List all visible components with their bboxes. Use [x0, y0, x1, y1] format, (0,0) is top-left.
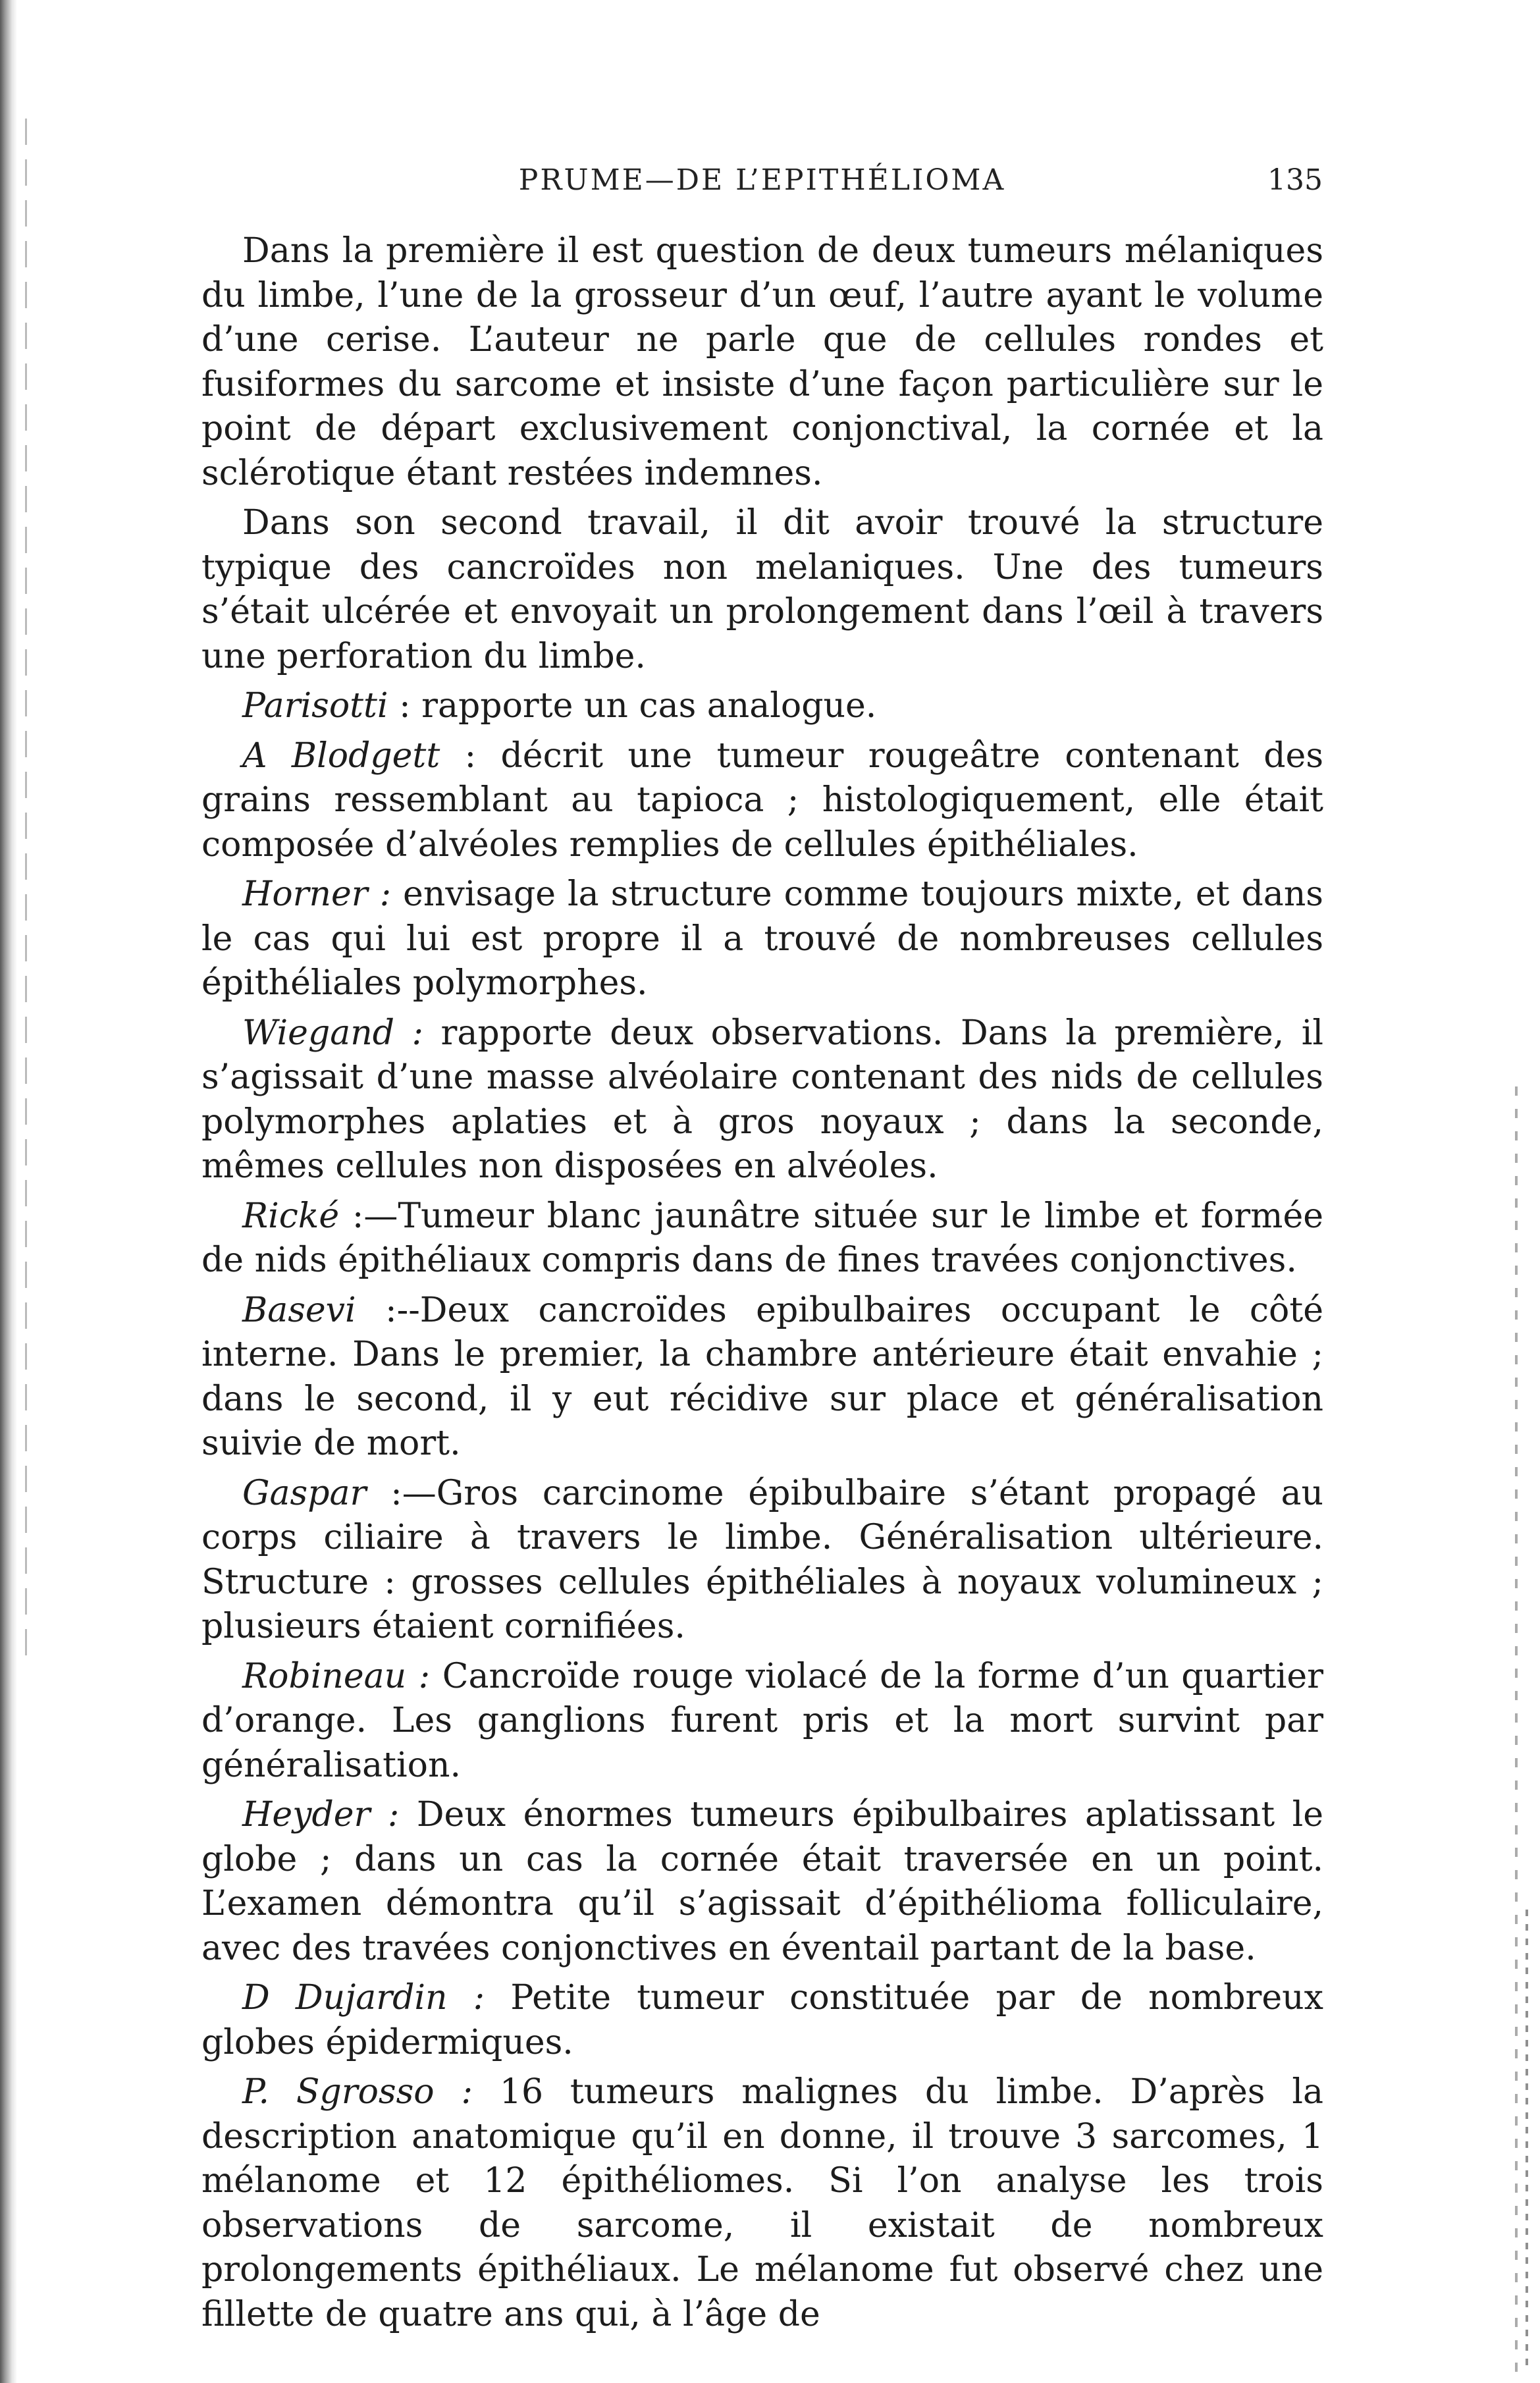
paragraph-text: Petite tumeur constituée par de nombreux globes épidermiques. — [201, 1978, 1323, 2062]
paragraph-text: rapporte deux observations. Dans la première, il s’agissait d’une masse alvéolaire contenant des nids de cellules polymorphes aplaties et à gros noyaux ; dans la seconde, mêmes cellules non disposées en alvéoles. — [201, 1013, 1323, 1186]
author-name: Parisotti — [242, 686, 388, 726]
paragraph-text: :—Tumeur blanc jaunâtre située sur le limbe et formée de nids épithéliaux compris dans de fines travées conjonctives. — [201, 1196, 1323, 1280]
paragraph-text: :—Gros carcinome épibulbaire s’étant propagé au corps ciliaire à travers le limbe. Généralisation ultérieure. Structure : grosses cellules épithéliales à noyaux volumineux ; plusieurs étaient cornifiées. — [201, 1473, 1323, 1646]
scan-right-edge-marks — [1515, 1086, 1518, 2377]
paragraph-text: : décrit une tumeur rougeâtre contenant des grains ressemblant au tapioca ; histologiquement, elle était composée d’alvéoles remplies de cellules épithéliales. — [201, 736, 1324, 865]
paragraph-parisotti — [201, 684, 1323, 729]
paragraph-text: 16 tumeurs malignes du limbe. D’après la description anatomique qu’il en donne, il trouve 3 sarcomes, 1 mélanome et 12 épithéliomes. Si l’on analyse les trois observations de sarcome, il existait de nombreux prolongements épithéliaux. Le mélanome fut observé chez une fillette de quatre ans qui, à l’âge de — [201, 2072, 1323, 2334]
paragraph-intro-second — [201, 501, 1323, 679]
author-name: D Dujardin : — [242, 1978, 485, 2018]
scan-left-binding-marks — [25, 119, 27, 1666]
paragraph-wiegand — [201, 1011, 1323, 1189]
paragraph-text: envisage la structure comme toujours mixte, et dans le cas qui lui est propre il a trouvé de nombreuses cellules épithéliales polymorphes. — [201, 874, 1323, 1003]
paragraph-gaspar — [201, 1472, 1323, 1649]
paragraph-robineau — [201, 1655, 1323, 1788]
body-text — [201, 229, 1323, 2337]
paragraph-horner — [201, 872, 1323, 1006]
scan-left-edge-shadow — [0, 0, 17, 2383]
paragraph-text: : rapporte un cas analogue. — [388, 686, 877, 726]
author-name: Heyder : — [242, 1795, 400, 1834]
paragraph-heyder — [201, 1793, 1323, 1971]
paragraph-text: Dans la première il est question de deux tumeurs mélaniques du limbe, l’une de la grosseur d’un œuf, l’autre ayant le volume d’une cerise. L’auteur ne parle que de cellules rondes et fusiformes du sarcome et insiste d’une façon particulière sur le point de départ exclusivement conjonctival, la cornée et la sclérotique étant restées indemnes. — [201, 231, 1323, 493]
author-name: Robineau : — [242, 1656, 431, 1696]
paragraph-text: :--Deux cancroïdes epibulbaires occupant le côté interne. Dans le premier, la chambre antérieure était envahie ; dans le second, il y eut récidive sur place et généralisation suivie de mort. — [201, 1290, 1323, 1463]
running-title: PRUME—DE L’EPITHÉLIOMA — [518, 163, 1006, 197]
author-name: Horner : — [242, 874, 392, 914]
paragraph-basevi — [201, 1289, 1323, 1466]
author-name: Basevi — [242, 1290, 356, 1330]
paragraph-sgrosso — [201, 2070, 1323, 2337]
author-name: Rické — [242, 1196, 340, 1236]
author-name: Wiegand : — [242, 1013, 424, 1053]
paragraph-blodgett — [201, 734, 1323, 868]
paragraph-ricke — [201, 1194, 1323, 1283]
author-name: A Blodgett — [242, 736, 440, 776]
running-header — [201, 163, 1323, 209]
author-name: Gaspar — [242, 1473, 367, 1513]
scan-right-edge-marks-lower — [1526, 1910, 1528, 2370]
paragraph-text: Cancroïde rouge violacé de la forme d’un quartier d’orange. Les ganglions furent pris et la mort survint par généralisation. — [201, 1656, 1324, 1785]
paragraph-text: Dans son second travail, il dit avoir trouvé la structure typique des cancroïdes non melaniques. Une des tumeurs s’était ulcérée et envoyait un prolongement dans l’œil à travers une perforation du limbe. — [201, 503, 1323, 676]
paragraph-dujardin — [201, 1976, 1323, 2065]
author-name: P. Sgrosso : — [242, 2072, 473, 2112]
paragraph-intro-first — [201, 229, 1323, 496]
paragraph-text: Deux énormes tumeurs épibulbaires aplatissant le globe ; dans un cas la cornée était traversée en un point. L’examen démontra qu’il s’agissait d’épithélioma folliculaire, avec des travées conjonctives en éventail partant de la base. — [201, 1795, 1323, 1968]
page-number: 135 — [1267, 163, 1323, 197]
